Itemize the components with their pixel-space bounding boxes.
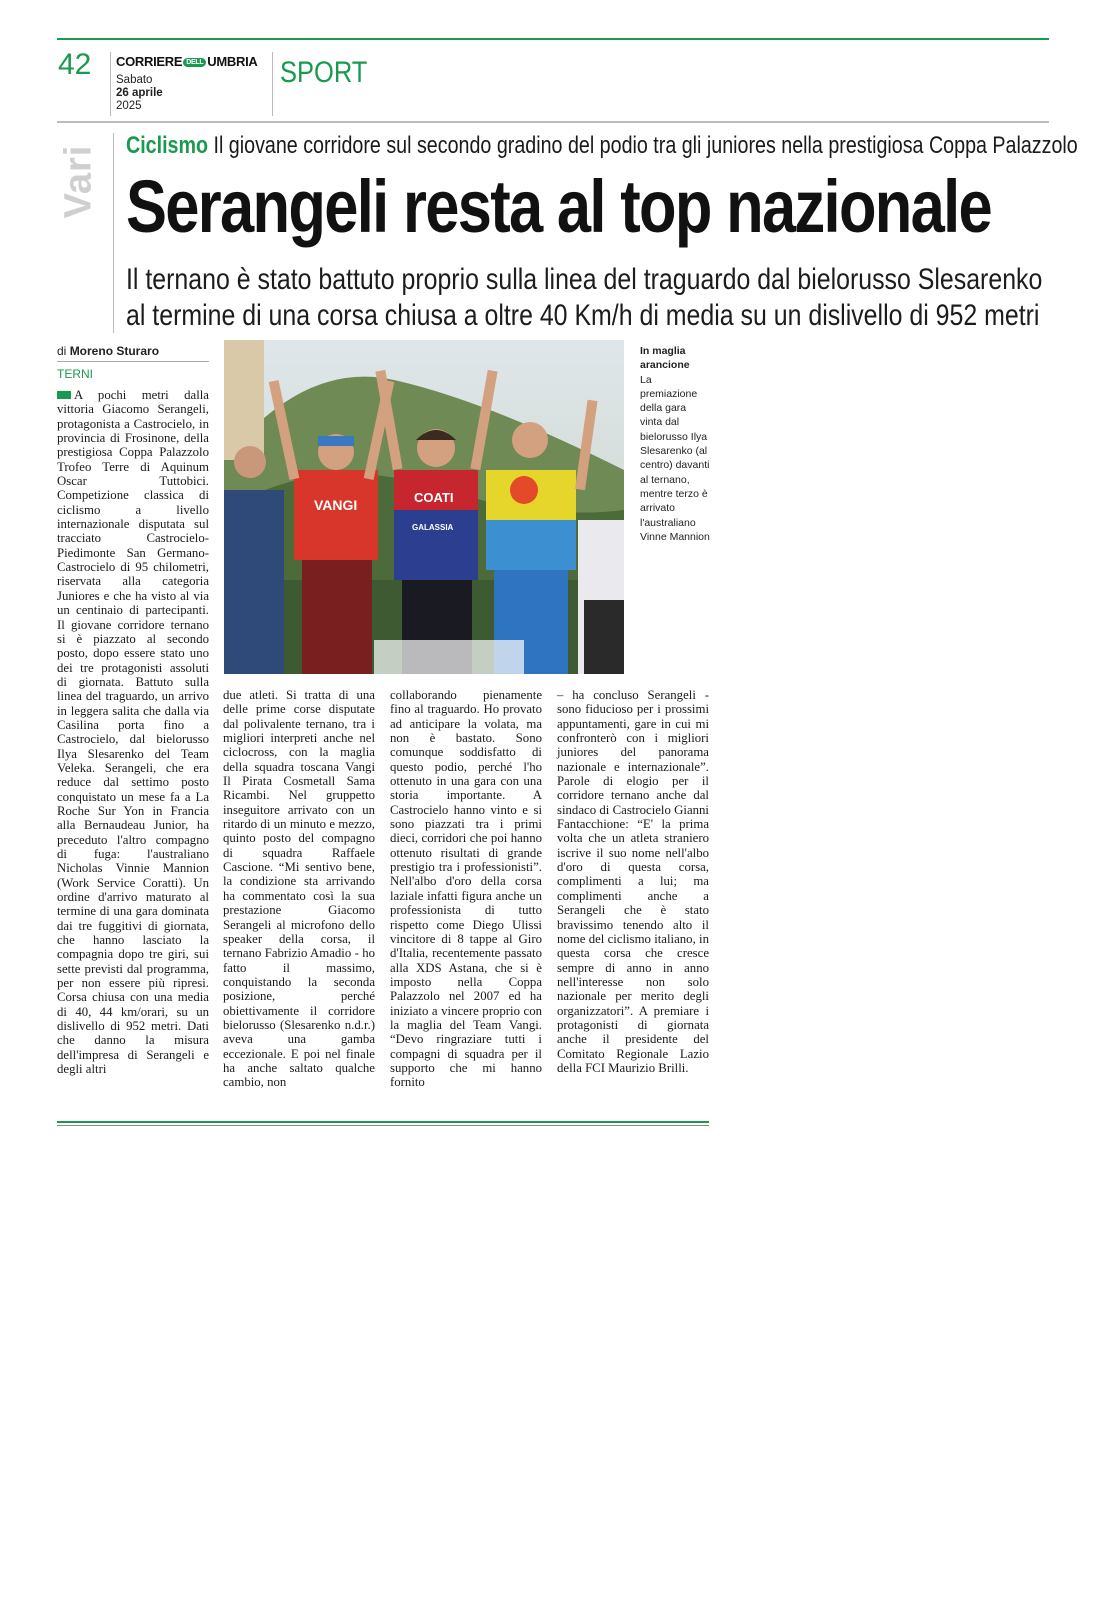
section-name: SPORT	[280, 56, 368, 89]
article-column-4: – ha concluso Serangeli - sono fiducioso per i prossimi appuntamenti, gare in cui mi confronterò con i migliori juniores del panorama nazionale e internazionale”. Parole di elogio per il corridore ternano anche dal sindaco di Castrocielo Gianni Fantacchione: “E' la prima volta che un atleta straniero iscrive il suo nome nell'albo d'oro di questa corsa, complimenti a lui; ma complimenti anche a Serangeli che è stato bravissimo tenendo alto il nome del ciclismo italiano, in questa corsa che cresce sempre di anno in anno nell'interesse non solo nazionale per merito degli organizzatori”. A premiare i protagonisti di giornata anche il presidente del Comitato Regionale Lazio della FCI Maurizio Brilli.	[557, 688, 709, 1075]
issue-day: Sabato	[116, 74, 153, 86]
side-tag	[57, 130, 110, 230]
article-column-3: collaborando pienamente fino al traguardo. Ho provato ad anticipare la volata, ma non è bastato. Sono comunque soddisfatto di questo podio, perché l'ho ottenuto in una gara con una storia importante. A Castrocielo hanno vinto e si sono piazzati tra i primi dieci, corridori che poi hanno ottenuto risultati di grande prestigio tra i professionisti”. Nell'albo d'oro della corsa laziale infatti figura anche un professionista di tutto rispetto come Diego Ulissi vincitore di 8 tappe al Giro d'Italia, recentemente passato alla XDS Astana, che si è imposto nella Coppa Palazzolo nel 2007 ed ha iniziato a vincere proprio con la maglia del Team Vangi. “Devo ringraziare tutti i compagni di squadra per il supporto che mi hanno fornito	[390, 688, 542, 1090]
jersey-text-left: VANGI	[314, 497, 358, 513]
article-column-1	[57, 388, 209, 1077]
kicker-text: Il giovane corridore sul secondo gradino del podio tra gli juniores nella prestigiosa Coppa Palazzolo	[213, 132, 1078, 159]
subhead-line: Il ternano è stato battuto proprio sulla linea del traguardo dal bielorusso Slesarenko	[126, 263, 1043, 296]
jersey-text-center: COATI	[414, 490, 454, 505]
logo-text-left: CORRIERE	[116, 54, 183, 69]
side-divider	[113, 133, 114, 333]
issue-date-text: 26 aprile	[116, 87, 163, 99]
header-divider	[110, 52, 111, 116]
subhead-line: al termine di una corsa chiusa a oltre 40 Km/h di media su un dislivello di 952 metri	[126, 299, 1040, 332]
kicker	[126, 132, 1078, 160]
photo-caption	[640, 344, 710, 544]
bottom-rule	[57, 1125, 709, 1126]
logo-text-right: UMBRIA	[207, 54, 258, 69]
subheadline	[126, 262, 1042, 334]
article-column-2: due atleti. Si tratta di una delle prime corse disputate dal polivalente ternano, tra i migliori interpreti anche nel ciclocross, con la maglia della squadra toscana Vangi Il Pirata Cosmetall Sama Ricambi. Nel gruppetto inseguitore arrivato con un ritardo di un minuto e mezzo, quinto posto del compagno di squadra Raffaele Cascione. “Mi sentivo bene, la condizione sta arrivando ha commentato così la sua prestazione Giacomo Serangeli al microfono dello speaker della corsa, il ternano Fabrizio Amadio - ho fatto il massimo, conquistando la seconda posizione, perché obiettivamente il corridore bielorusso (Slesarenko n.d.r.) aveva una gamba eccezionale. E poi nel finale ha anche saltato qualche cambio, non	[223, 688, 375, 1090]
bottom-rule	[57, 1121, 709, 1123]
byline	[57, 344, 159, 358]
jersey-text-center-sub: GALASSIA	[412, 523, 454, 532]
header-rule	[57, 121, 1049, 123]
issue-date	[116, 74, 163, 113]
kicker-label: Ciclismo	[126, 132, 209, 159]
page-number: 42	[58, 48, 92, 81]
top-rule	[57, 38, 1049, 40]
caption-text: La premiazione della gara vinta dal bielorusso Ilya Slesarenko (al centro) davanti al ternano, mentre terzo è arrivato l'australiano Vinne Mannion	[640, 373, 710, 543]
podium-photo	[224, 340, 624, 674]
logo-text-mid: DELL	[183, 58, 206, 67]
issue-year: 2025	[116, 100, 142, 112]
header-divider	[272, 52, 273, 116]
caption-title: In maglia arancione	[640, 345, 690, 372]
column-text: A pochi metri dalla vittoria Giacomo Serangeli, protagonista a Castrocielo, in provincia di Frosinone, della prestigiosa Coppa Palazzolo Trofeo Terre di Aquinum Oscar Tuttobici. Competizione classica di ciclismo a livello internazionale disputata sul tracciato Castrocielo-Piedimonte San Germano-Castrocielo di 95 chilometri, riservata alla categoria Juniores e che ha visto al via un centinaio di partecipanti. Il giovane corridore ternano si è piazzato al secondo posto, dopo essere stato uno dei tre protagonisti assoluti di giornata. Battuto sulla linea del traguardo, un arrivo in leggera salita che dalla via Casilina porta fino a Castrocielo, dal bielorusso Ilya Slesarenko del Team Veleka. Serangeli, che era reduce dal settimo posto conquistato un mese fa a La Roche Sur Yon in Francia alla Bernaudeau Junior, ha preceduto l'altro compagno di fuga: l'australiano Nicholas Vinnie Mannion (Work Service Coratti). Un ordine d'arrivo maturato al termine di una gara dominata dai tre fuggitivi di giornata, che hanno lasciato la compagnia dopo tre giri, sui sette previsti dal programma, per non essere più ripresi. Corsa chiusa con una media di 40, 44 km/orari, su un dislivello di 952 metri. Dati che danno la misura dell'impresa di Serangeli e degli altri	[57, 388, 209, 1077]
byline-rule	[57, 361, 209, 362]
newspaper-logo	[116, 54, 258, 69]
headline: Serangeli resta al top nazionale	[126, 165, 992, 248]
side-tag-text: Vari	[57, 144, 100, 219]
green-bullet	[57, 391, 71, 399]
byline-prefix: di	[57, 344, 67, 358]
byline-author: Moreno Sturaro	[69, 344, 160, 358]
dateline: TERNI	[57, 367, 93, 381]
